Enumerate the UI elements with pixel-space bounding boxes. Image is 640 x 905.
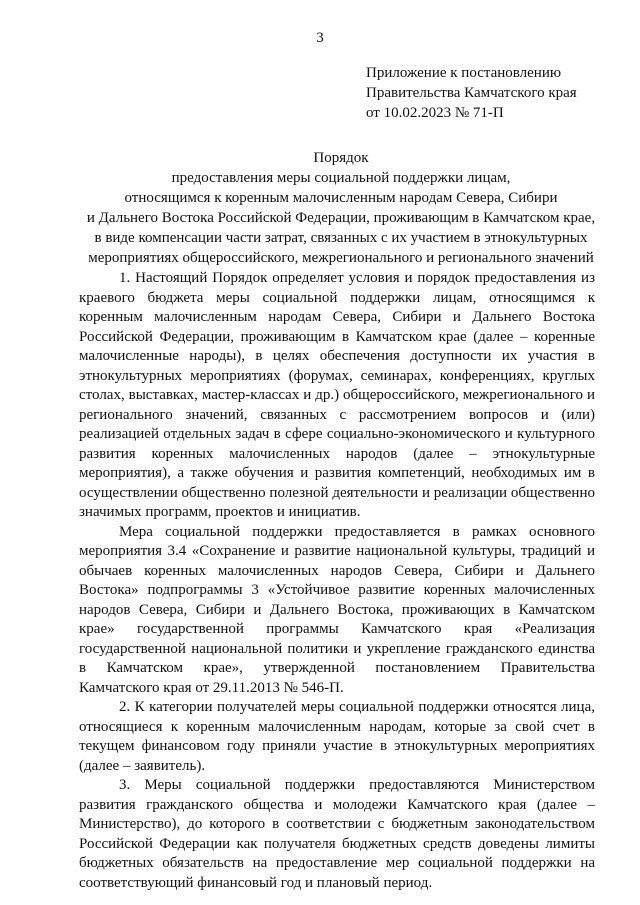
paragraph: 1. Настоящий Порядок определяет условия и порядок предоставления из краевого бюджета меры социальной поддержки лицам, относящимся к коренным малочисленным народам Севера, Сибири и Дальнего Востока Российской Федерации, проживающим в Камчатском крае (далее – коренные малочисленные народы), в целях обеспечения доступности их участия в этнокультурных мероприятиях (форумах, семинарах, конференциях, круглых столах, выставках, мастер-классах и др.) общероссийского, межрегионального и регионального значений, связанных с рассмотрением вопросов и (или) реализацией отдельных задач в сфере социально-экономического и культурного развития коренных малочисленных народов (далее – этнокультурные мероприятия), а также обучения и развития компетенций, необходимых им в осуществлении общественно полезной деятельности и реализации общественно значимых программ, проектов и инициатив. [79,270,595,520]
appendix-line: от 10.02.2023 № 71-П [366,105,504,121]
appendix-line: Приложение к постановлению [366,65,562,81]
title-heading: Порядок [313,150,369,166]
title-line: мероприятиях общероссийского, межрегионального и регионального значений [88,250,594,266]
paragraph: Мера социальной поддержки предоставляется в рамках основного мероприятия 3.4 «Сохранение и развитие национальной культуры, традиций и обычаев коренных малочисленных народов Севера, Сибири и Дальнего Востока» подпрограммы 3 «Устойчивое развитие коренных малочисленных народов Севера, Сибири и Дальнего Востока, проживающих в Камчатском крае» государственной программы Камчатского края «Реализация государственной национальной политики и укрепление гражданского единства в Камчатском крае», утвержденной постановлением Правительства Камчатского края от 29.11.2013 № 546-П. [79,523,595,696]
appendix-block [366,63,577,123]
title-line: предоставления меры социальной поддержки лицам, [171,170,511,186]
document-body [79,269,595,893]
document-title [60,148,622,268]
title-line: и Дальнего Востока Российской Федерации, проживающим в Камчатском крае, [86,210,596,226]
page-number: 3 [316,30,324,46]
appendix-line: Правительства Камчатского края [366,85,577,101]
title-line: в виде компенсации части затрат, связанных с их участием в этнокультурных [94,230,588,246]
title-line: относящимся к коренным малочисленным народам Севера, Сибири [124,190,558,206]
paragraph: 2. К категории получателей меры социальной поддержки относятся лица, относящиеся к коренным малочисленным народам, которые за свой счет в текущем финансовом году приняли участие в этнокультурных мероприятиях (далее – заявитель). [79,699,595,774]
paragraph: 3. Меры социальной поддержки предоставляются Министерством развития гражданского общества и молодежи Камчатского края (далее – Министерство), до которого в соответствии с бюджетным законодательством Российской Федерации как получателя бюджетных средств доведены лимиты бюджетных обязательств на предоставление мер социальной поддержки на соответствующий финансовый год и плановый период. [79,777,595,891]
